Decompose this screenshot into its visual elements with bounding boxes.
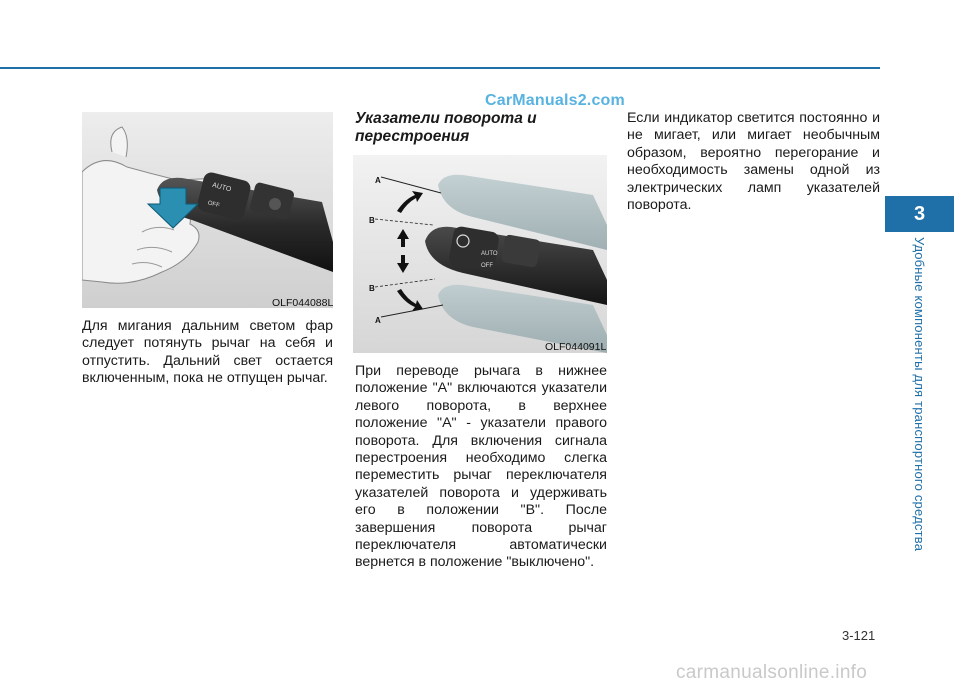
label-b-top: B	[369, 216, 375, 225]
watermark-carmanualsonline[interactable]: carmanualsonline.info	[676, 662, 868, 683]
figure-flash-to-pass	[82, 112, 333, 308]
svg-text:AUTO: AUTO	[211, 181, 232, 194]
section-title: Указатели поворота и перестроения	[355, 110, 537, 145]
svg-text:OFF: OFF	[207, 200, 221, 210]
page-number: 3-121	[842, 628, 876, 643]
watermark-carmanuals2[interactable]: CarManuals2.com	[485, 92, 625, 109]
label-b-bottom: B	[369, 284, 375, 293]
label-a-bottom: A	[375, 316, 381, 325]
turn-signal-lever-illustration	[353, 155, 607, 353]
figure-code: OLF044088L	[272, 297, 334, 309]
svg-text:AUTO: AUTO	[481, 251, 498, 257]
indicator-paragraph	[627, 110, 880, 214]
flash-paragraph	[82, 318, 333, 388]
label-a-top: A	[375, 176, 381, 185]
figure-code: OLF044091L	[545, 341, 607, 353]
paragraph-text: При переводе рычага в нижнее положение "A" включаются указатели левого поворота, в верхнее положение "A" - указатели правого поворота. Для включения сигнала перестроения необходимо слегка переместить рычаг переключателя указателей поворота и удерживать его в положении "B". После завершения поворота рычаг переключателя автоматически вернется в положение "выключено".	[355, 363, 607, 571]
paragraph-text: Для мигания дальним светом фар следует потянуть рычаг на себя и отпустить. Дальний свет остается включенным, пока не отпущен рычаг.	[82, 318, 333, 387]
svg-text:OFF: OFF	[481, 263, 493, 269]
lever-pull-illustration	[82, 112, 333, 308]
figure-turn-signals	[353, 155, 607, 353]
chapter-title-vertical: Удобные компоненты для транспортного средства	[912, 237, 927, 552]
paragraph-text: Если индикатор светится постоянно и не мигает, или мигает необычным образом, вероятно перегорание и необходимость замены одной из электрических ламп указателей поворота.	[627, 110, 880, 214]
header-rule	[0, 67, 880, 69]
chapter-number-tab: 3	[885, 196, 954, 232]
turn-signal-paragraph	[355, 363, 607, 572]
